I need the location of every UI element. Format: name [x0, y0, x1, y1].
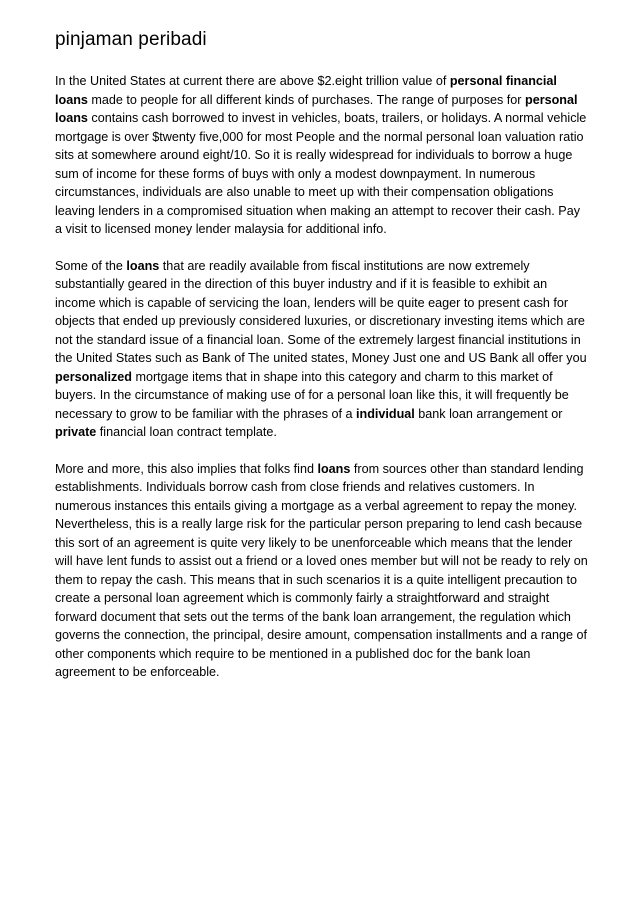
paragraph-3-run: More and more, this also implies that folks find: [55, 461, 318, 476]
paragraph-1: [55, 72, 590, 239]
paragraph-3-run: from sources other than standard lending establishments. Individuals borrow cash from close friends and relatives customers. In numerous instances this entails giving a mortgage as a verbal agreement to repay the money. Nevertheless, this is a really large risk for the particular person preparing to lend cash because this sort of an agreement is quite very likely to be unenforceable which means that the lender will have lent funds to assist out a friend or a loved ones member but will not be ready to rely on them to repay the cash. This means that in such scenarios it is a quite intelligent precaution to create a personal loan agreement which is commonly fairly a straightforward and straight forward document that sets out the terms of the bank loan arrangement, the regulation which governs the connection, the principal, desire amount, compensation installments and a range of other components which require to be mentioned in a published doc for the bank loan agreement to be enforceable.: [55, 461, 588, 679]
paragraph-3: [55, 460, 590, 682]
paragraph-1-run: In the United States at current there are above $2.eight trillion value of: [55, 74, 450, 88]
paragraph-2-run: bank loan arrangement or: [414, 406, 563, 421]
paragraph-2-bold-run: individual: [356, 406, 415, 421]
paragraph-3-bold-run: loans: [317, 461, 351, 476]
paragraph-1-bold-run: personal financial loans: [55, 74, 557, 107]
paragraph-1-run: made to people for all different kinds of purchases. The range of purposes for: [87, 92, 525, 107]
paragraph-2-bold-run: loans: [126, 258, 160, 273]
paragraph-2-run: that are readily available from fiscal institutions are now extremely substantially geared in the direction of this buyer industry and if it is feasible to exhibit an income which is capable of servicing the loan, lenders will be quite eager to present cash for objects that ended up previously considered luxuries, or discretionary investing items which are not the standard issue of a financial loan. Some of the extremely largest financial institutions in the United States such as Bank of The united states, Money Just one and US Bank all offer you: [55, 258, 587, 365]
paragraph-2-run: financial loan contract template.: [96, 425, 277, 439]
paragraph-2-bold-run: private: [55, 425, 97, 439]
document-title: pinjaman peribadi: [55, 29, 207, 50]
paragraph-2-run: mortgage items that in shape into this category and charm to this market of buyers. In the circumstance of making use of for a personal loan like this, it will frequently be necessary to grow to be familiar with the phrases of a: [55, 369, 569, 421]
paragraph-1-bold-run: personal loans: [55, 92, 578, 125]
paragraph-2-run: Some of the: [55, 258, 127, 273]
paragraph-2-bold-run: personalized: [55, 369, 132, 384]
paragraph-1-run: contains cash borrowed to invest in vehicles, boats, trailers, or holidays. A normal vehicle mortgage is over $twenty five,000 for most People and the normal personal loan valuation ratio sits at somewhere around eight/10. So it is really widespread for individuals to borrow a huge sum of income for these forms of buys with only a modest downpayment. In numerous circumstances, individuals are also unable to meet up with their compensation obligations leaving lenders in a compromised situation when making an attempt to recover their cash. Pay a visit to licensed money lender malaysia for additional info.: [55, 111, 587, 236]
paragraph-2: [55, 257, 590, 442]
document-page: [55, 28, 590, 700]
